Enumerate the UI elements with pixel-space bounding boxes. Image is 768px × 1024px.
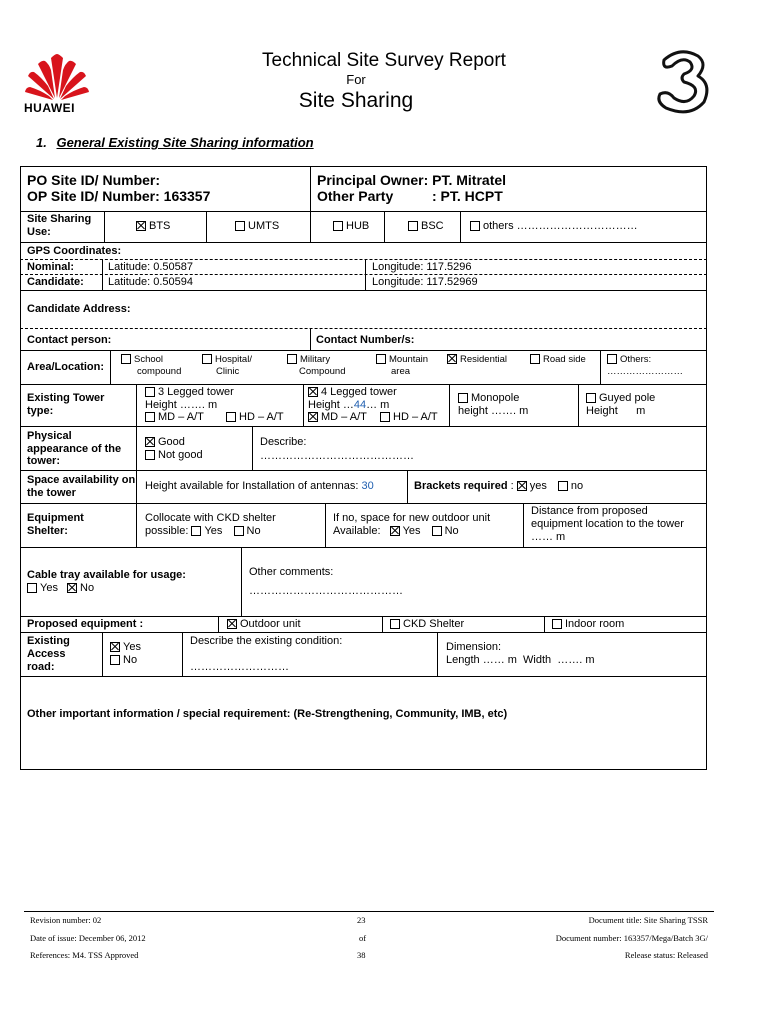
cable-yes-checkbox[interactable]: Yes [27,582,58,594]
footer-doc-title: Document title: Site Sharing TSSR [588,915,708,925]
three-brand-icon [650,48,714,116]
brackets-yes-checkbox[interactable]: yes [517,480,547,492]
describe-condition-dots: ……………………… [190,661,289,673]
tower-4leg-checkbox[interactable]: 4 Legged tower [308,386,397,398]
candidate-latitude: Latitude: 0.50594 [108,276,194,288]
outdoor-space-options: Available: Yes No [333,525,459,537]
tower-4leg-height: Height …44… m [308,399,390,411]
space-availability-label: Space availability on the tower [27,474,136,499]
gps-label: GPS Coordinates: [27,245,122,257]
report-subtitle: Site Sharing [298,89,414,112]
collocate-options: possible: Yes No [145,525,261,537]
candidate-address-label: Candidate Address: [27,303,131,315]
describe-dots: …………………………………… [260,450,414,462]
report-for: For [346,72,366,87]
candidate-label: Candidate: [27,276,84,288]
physical-appearance-label: Physical appearance of the tower: [27,430,122,467]
area-others-checkbox[interactable]: Others: …………………… [607,354,683,377]
principal-owner: Principal Owner: PT. Mitratel [317,172,507,188]
brackets-no-checkbox[interactable]: no [558,480,583,492]
section-number: 1. [36,135,47,150]
equipment-shelter-label: Equipment Shelter: [27,512,84,537]
contact-numbers-label: Contact Number/s: [316,334,415,346]
footer-release: Release status: Released [624,950,708,960]
footer-revision: Revision number: 02 [30,915,102,925]
indoor-room-checkbox[interactable]: Indoor room [552,618,624,630]
collocate-no-checkbox[interactable]: No [234,525,261,537]
tower-monopole-height: height ……. m [458,405,529,417]
tower-3leg-checkbox[interactable]: 3 Legged tower [145,386,234,398]
phys-notgood-checkbox[interactable]: Not good [145,449,203,461]
use-bts-checkbox[interactable]: BTS [136,220,170,232]
other-comments-dots: …………………………………… [249,585,403,597]
tower-type-label: Existing Tower type: [27,392,105,417]
area-mountain-checkbox[interactable]: Mountain area [376,354,428,378]
section-title: General Existing Site Sharing information [56,135,314,150]
op-site-label: OP Site ID/ Number: 163357 [27,188,211,204]
survey-form [20,166,707,770]
use-others-checkbox[interactable]: others …………………………… [470,220,638,232]
site-sharing-use-label: Site Sharing Use: [27,213,92,238]
tower-guyed-height: Height m [586,405,646,417]
candidate-longitude: Longitude: 117.52969 [372,276,478,288]
area-military-checkbox[interactable]: Military Compound [287,354,345,378]
area-location-label: Area/Location: [27,361,105,373]
other-party-value: : PT. HCPT [432,188,503,204]
access-yes-checkbox[interactable]: Yes [110,641,141,653]
huawei-logo-text: HUAWEI [24,101,75,115]
footer-doc-number: Document number: 163357/Mega/Batch 3G/ [555,933,708,943]
tower-3leg-hd-checkbox[interactable]: HD – A/T [226,411,284,423]
area-school-checkbox[interactable]: School compound [121,354,181,378]
collocate-yes-checkbox[interactable]: Yes [191,525,222,537]
other-info-label: Other important information / special requirement: (Re-Strengthening, Community, IMB, etc) [27,708,508,720]
cable-no-checkbox[interactable]: No [67,582,94,594]
area-residential-checkbox[interactable]: Residential [447,354,507,365]
tower-4leg-hd-checkbox[interactable]: HD – A/T [380,411,438,423]
nominal-longitude: Longitude: 117.5296 [372,261,472,273]
use-umts-checkbox[interactable]: UMTS [235,220,279,232]
proposed-equipment-label: Proposed equipment : [27,618,144,630]
phys-good-checkbox[interactable]: Good [145,436,185,448]
dimension-label: Dimension: [446,641,502,653]
ckd-shelter-checkbox[interactable]: CKD Shelter [390,618,464,630]
access-road-label: Existing Access road: [27,635,70,673]
footer-references: References: M4. TSS Approved [30,950,139,960]
footer-date: Date of issue: December 06, 2012 [30,933,146,943]
tower-3leg-height: Height ……. m [145,399,218,411]
outdoor-yes-checkbox[interactable]: Yes [390,525,421,537]
nominal-label: Nominal: [27,261,75,273]
contact-person-label: Contact person: [27,334,112,346]
access-no-checkbox[interactable]: No [110,654,137,666]
use-hub-checkbox[interactable]: HUB [333,220,369,232]
cable-tray-label: Cable tray available for usage: [27,569,186,581]
brackets-required: Brackets required : yes no [414,480,584,492]
footer-total-pages: 38 [357,950,366,960]
describe-condition-label: Describe the existing condition: [190,635,343,647]
nominal-latitude: Latitude: 0.50587 [108,261,194,273]
tower-monopole-checkbox[interactable]: Monopole [458,392,519,404]
footer-page-number: 23 [357,915,366,925]
other-party-label: Other Party [317,188,394,204]
outdoor-space-text: If no, space for new outdoor unit [333,512,491,524]
area-hospital-checkbox[interactable]: Hospital/ Clinic [202,354,252,378]
other-comments-label: Other comments: [249,566,334,578]
tower-guyed-checkbox[interactable]: Guyed pole [586,392,655,404]
section-heading [36,135,314,150]
cable-tray-options [27,582,94,594]
tower-4leg-md-checkbox[interactable]: MD – A/T [308,411,367,423]
outdoor-no-checkbox[interactable]: No [432,525,459,537]
po-site-label: PO Site ID/ Number: [27,172,161,188]
dimension-value: Length …… m Width ……. m [446,654,595,666]
describe-label: Describe: [260,436,307,448]
collocate-text: Collocate with CKD shelter [145,512,276,524]
height-available: Height available for Installation of antennas: 30 [145,480,374,492]
footer-of: of [359,933,367,943]
report-title: Technical Site Survey Report [262,50,506,71]
outdoor-unit-checkbox[interactable]: Outdoor unit [227,618,301,630]
use-bsc-checkbox[interactable]: BSC [408,220,444,232]
area-roadside-checkbox[interactable]: Road side [530,354,586,365]
distance-text: Distance from proposed equipment location to the tower …… m [531,505,684,543]
three-logo [650,48,714,116]
svg-text:3: 3 [681,91,683,93]
tower-3leg-md-checkbox[interactable]: MD – A/T [145,411,204,423]
